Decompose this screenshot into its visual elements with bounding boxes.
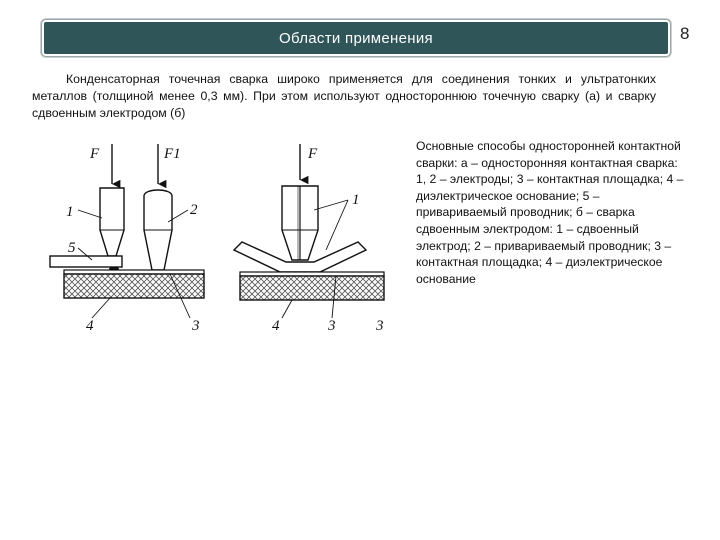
label-a-5: 5	[68, 240, 76, 256]
label-b-force-f: F	[308, 146, 318, 162]
intro-paragraph: Конденсаторная точечная сварка широко применяется для соединения тонких и ультратонких металлов (толщиной менее 0,3 мм). При этом используют одностороннюю точечную сварку (а) и сварку сдвоенным электродом (б)	[32, 72, 656, 120]
label-b-3b: 3	[376, 318, 384, 334]
label-force-f1: F1	[164, 146, 181, 162]
label-a-4: 4	[86, 318, 94, 334]
dielectric-base-a	[64, 274, 204, 298]
electrode-1	[100, 188, 124, 256]
diagram-b	[234, 144, 384, 334]
dielectric-base-b	[240, 276, 384, 300]
label-b-3a: 3	[328, 318, 336, 334]
label-b-4: 4	[272, 318, 280, 334]
label-a-1: 1	[66, 204, 74, 220]
diagram-a	[50, 144, 204, 334]
welded-conductor	[50, 256, 122, 267]
figure-caption: Основные способы односторонней контактной сварки: а – односторонняя контактная сварка: 1, 2 – электроды; 3 – контактная площадка; 4 – диэлектрическое основание; 5 – привариваемый проводник; б – сварка сдвоенным электродом: 1 – сдвоенный электрод; 2 – привариваемый проводник; 3 – контактная площадка; 4 – диэлектрическое основание	[416, 139, 684, 286]
label-a-3: 3	[192, 318, 200, 334]
page-number: 8	[680, 24, 690, 43]
label-b-1: 1	[352, 192, 360, 208]
slide-title: Области применения	[279, 29, 433, 47]
label-a-2: 2	[190, 202, 198, 218]
welding-diagram	[30, 138, 402, 338]
label-force-f: F	[90, 146, 100, 162]
slide-title-bar	[42, 20, 670, 56]
